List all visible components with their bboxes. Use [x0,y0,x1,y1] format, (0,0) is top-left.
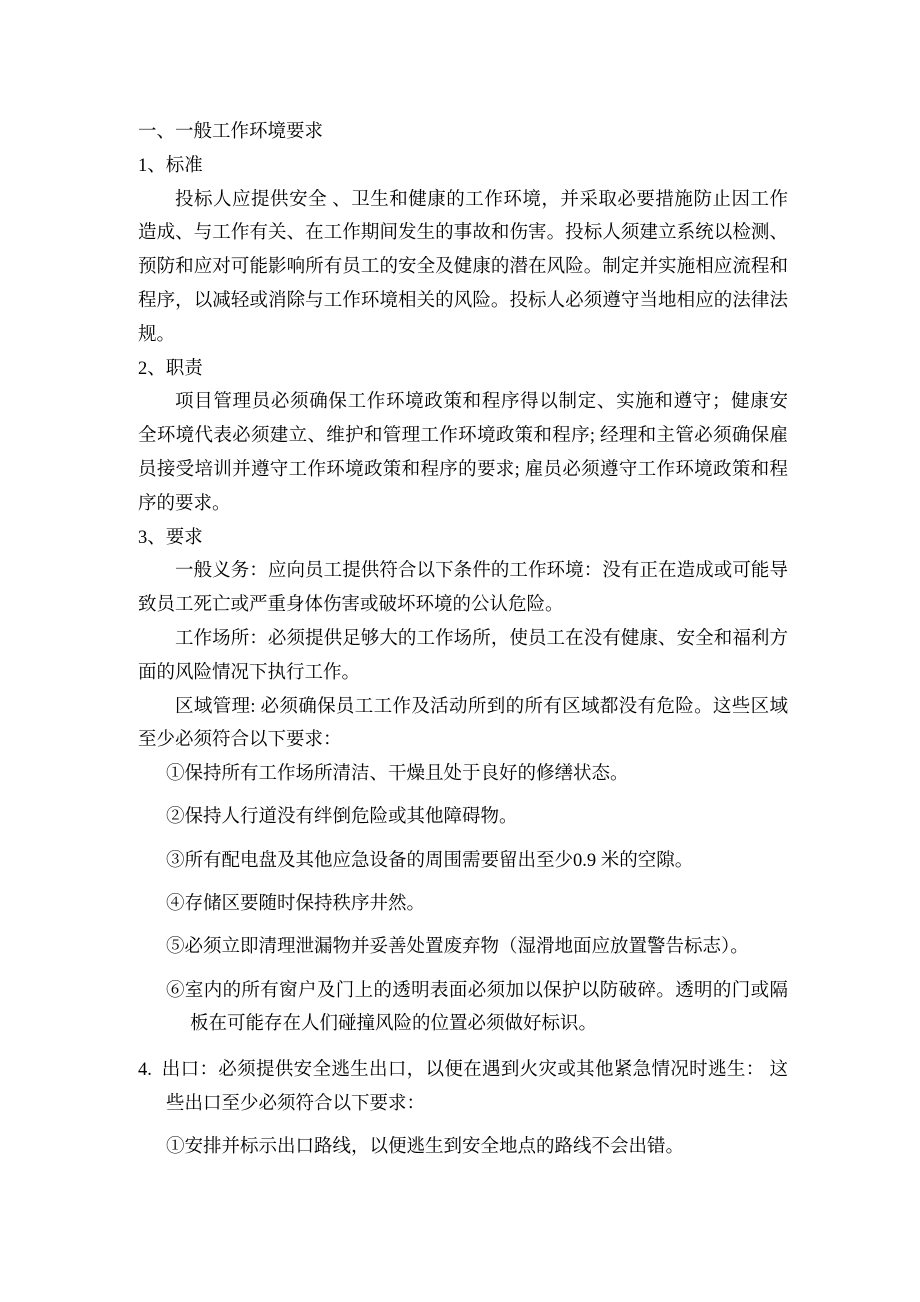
text-line: ①保持所有工作场所清洁、干燥且处于良好的修缮状态。 [166,764,629,785]
text-line: ⑥室内的所有窗户及门上的透明表面必须加以保护以防破碎。透明的门或隔 [166,980,788,1001]
text-line: 投标人应提供安全 、卫生和健康的工作环境，并采取必要措施防止因工作 [175,189,788,210]
text-line: 4. 出口：必须提供安全逃生出口，以便在遇到火灾或其他紧急情况时逃生： 这 [138,1060,788,1081]
text-line: 员接受培训并遵守工作环境政策和程序的要求; 雇员必须遵守工作环境政策和程 [138,459,788,480]
text-line: 区域管理: 必须确保员工工作及活动所到的所有区域都没有危险。这些区域 [175,696,788,717]
text-line: 面的风险情况下执行工作。 [138,662,361,683]
text-line: 全环境代表必须建立、维护和管理工作环境政策和程序; 经理和主管必须确保雇 [138,426,788,447]
text-line: 预防和应对可能影响所有员工的安全及健康的潜在风险。制定并实施相应流程和 [138,257,788,278]
text-line: 一、一般工作环境要求 [138,122,324,142]
document-body [138,116,788,1165]
text-line: ⑤必须立即清理泄漏物并妥善处置废弃物（湿滑地面应放置警告标志）。 [166,937,749,958]
text-line: 至少必须符合以下要求： [138,730,342,751]
text-line: 2、职责 [138,358,203,379]
text-line: 项目管理员必须确保工作环境政策和程序得以制定、实施和遵守；健康安 [175,392,788,413]
text-line: 工作场所：必须提供足够大的工作场所，使员工在没有健康、安全和福利方 [175,628,788,649]
text-line: 些出口至少必须符合以下要求： [166,1094,426,1115]
text-line: ④存储区要随时保持秩序井然。 [166,894,426,915]
text-line: 致员工死亡或严重身体伤害或破坏环境的公认危险。 [138,595,564,616]
text-line: 1、标准 [138,155,203,176]
text-line: ③所有配电盘及其他应急设备的周围需要留出至少0.9 米的空隙。 [166,850,694,871]
text-line: 3、要求 [138,527,203,548]
text-line: ①安排并标示出口路线，以便逃生到安全地点的路线不会出错。 [166,1137,685,1158]
text-line: 板在可能存在人们碰撞风险的位置必须做好标识。 [190,1014,598,1035]
text-line: 程序，以减轻或消除与工作环境相关的风险。投标人必须遵守当地相应的法律法 [138,290,788,311]
text-line: 造成、与工作有关、在工作期间发生的事故和伤害。投标人须建立系统以检测、 [138,223,788,244]
text-line: 序的要求。 [138,493,231,514]
text-line: 一般义务：应向员工提供符合以下条件的工作环境：没有正在造成或可能导 [175,561,788,582]
text-line: ②保持人行道没有绊倒危险或其他障碍物。 [166,807,518,828]
text-line: 规。 [138,324,176,345]
